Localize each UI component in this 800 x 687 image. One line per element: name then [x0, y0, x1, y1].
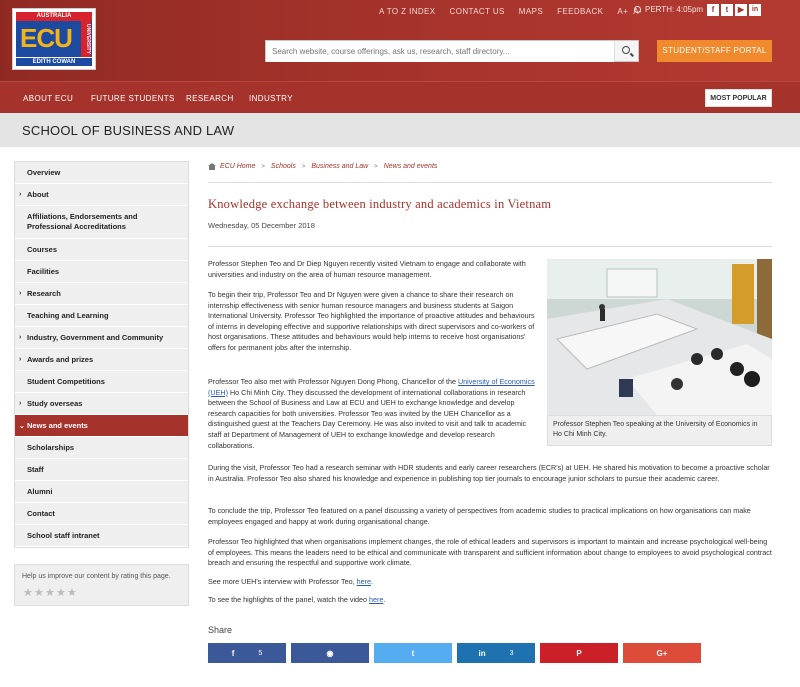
sidebar-item-label: Contact	[27, 508, 55, 518]
chevron-right-icon: ›	[19, 356, 22, 363]
sidebar-item-label: Industry, Government and Community	[27, 332, 164, 342]
search-button[interactable]	[614, 41, 638, 61]
youtube-icon[interactable]: ▶	[735, 4, 747, 16]
sidebar-item-label: Awards and prizes	[27, 354, 94, 364]
share-label: Share	[208, 625, 233, 635]
sidebar-item-about[interactable]	[15, 184, 188, 206]
twitter-icon: t	[411, 648, 415, 658]
sidebar-item-overview[interactable]	[15, 162, 188, 184]
sidebar-item-teaching-and-learning[interactable]	[15, 305, 188, 327]
paragraph-text: .	[371, 577, 374, 586]
school-banner	[0, 113, 800, 147]
nav-a-to-z[interactable]: A TO Z INDEX	[379, 6, 436, 16]
breadcrumb-business-law[interactable]: Business and Law	[311, 163, 369, 170]
nav-research[interactable]: RESEARCH	[186, 94, 234, 103]
article-paragraph: Professor Stephen Teo and Dr Diep Nguyen recently visited Vietnam to engage and collaborate with universities and industry on the area of human resource management.	[208, 259, 526, 279]
star-rating	[23, 588, 78, 598]
article-paragraph: During the visit, Professor Teo had a research seminar with HDR students and early career researchers (ECR's) at UEH. He shared his motivation to become a proactive scholar in Australia. Professor Teo also shared his knowledge and experience in publishing top tier journals to encourage junior scholars to pursue their academic career.	[208, 463, 770, 483]
article-paragraph: To begin their trip, Professor Teo and Dr Nguyen were given a chance to share their research on internship effectiveness with senior human resource managers and business students at Saigon International University. Professor Teo highlighted the importance of proactive attitudes and behaviours of interns in developing effective and supportive relationships with direct supervisors and co-workers of host organisations. These attitudes and behaviours would help interns to receive host organisations' offers for permanent jobs after the internship.	[208, 290, 535, 352]
facebook-icon[interactable]: f	[707, 4, 719, 16]
paragraph-text: .	[383, 595, 386, 604]
sidebar-item-label: News and events	[27, 420, 88, 430]
logo-bottom-text: EDITH COWAN	[16, 57, 92, 66]
article-paragraph: To conclude the trip, Professor Teo featured on a panel discussing a variety of perspectives from academic studies to practical implications on how organisations can make employees engaged and happy at work during organisational change.	[208, 506, 751, 526]
sidebar-item-label: Scholarships	[27, 442, 75, 452]
paragraph-text: Ho Chi Minh City. They discussed the development of international collaborations in research between the School of Business and Law at ECU and UEH to exchange knowledge and develop research capacities for both universities. Professor Teo was invited by the UEH Chancellor as a distinguished guest at the Teachers Day Ceremony. He was also invited to visit and talk to academic staff at Department of Management of UEH to exchange knowledge and develop research collaborations.	[208, 387, 527, 450]
chevron-right-icon: ›	[19, 290, 22, 297]
sidebar-item-facilities[interactable]	[15, 261, 188, 283]
paragraph-text: Professor Teo also met with Professor Nguyen Dong Phong, Chancellor of the	[208, 377, 458, 386]
font-increase-button[interactable]: A+	[617, 6, 629, 16]
sidebar-item-label: About	[27, 189, 49, 199]
article-title: Knowledge exchange between industry and academics in Vietnam	[208, 197, 552, 211]
sidebar-item-scholarships[interactable]	[15, 437, 188, 459]
logo-side-text: UNIVERSITY	[81, 21, 91, 57]
breadcrumb-separator-icon: >	[374, 163, 378, 170]
clock-icon	[634, 6, 641, 13]
perth-time: PERTH: 4:05pm	[645, 5, 704, 14]
sidebar-item-label: Alumni	[27, 486, 53, 496]
google-plus-icon: G+	[656, 648, 668, 658]
star-icon[interactable]: ★	[45, 587, 55, 599]
nav-industry[interactable]: INDUSTRY	[249, 94, 293, 103]
site-header	[0, 0, 800, 81]
sidebar-item-label: School staff intranet	[27, 530, 100, 540]
article-date: Wednesday, 05 December 2018	[208, 221, 315, 230]
sidebar-nav	[14, 161, 189, 548]
divider	[208, 182, 772, 183]
share-messenger-button[interactable]	[291, 643, 369, 663]
linkedin-icon: in	[478, 648, 486, 658]
star-icon[interactable]: ★	[67, 587, 77, 599]
most-popular-button[interactable]: MOST POPULAR	[705, 89, 772, 107]
nav-future-students[interactable]: FUTURE STUDENTS	[91, 94, 175, 103]
breadcrumb-separator-icon: >	[301, 163, 306, 170]
sidebar-item-industry-government-and-community[interactable]	[15, 327, 188, 349]
perth-clock	[634, 5, 703, 14]
share-facebook-button[interactable]	[208, 643, 286, 663]
facebook-icon: f	[231, 648, 235, 658]
sidebar-item-label: Staff	[27, 464, 44, 474]
logo-main-text: ECU	[20, 23, 72, 53]
sidebar-item-school-staff-intranet[interactable]	[15, 525, 188, 547]
share-pinterest-button[interactable]	[540, 643, 618, 663]
video-link[interactable]: here	[369, 595, 384, 604]
share-google-plus-button[interactable]	[623, 643, 701, 663]
nav-about-ecu[interactable]: ABOUT ECU	[23, 94, 74, 103]
sidebar-item-affiliations-endorsements-and-professional-accreditations[interactable]	[15, 206, 188, 239]
sidebar-item-label: Teaching and Learning	[27, 310, 109, 320]
breadcrumb-schools[interactable]: Schools	[270, 163, 296, 170]
share-count: 5	[258, 649, 263, 657]
chevron-right-icon: ›	[19, 334, 22, 341]
linkedin-icon[interactable]: in	[749, 4, 761, 16]
rating-box	[14, 564, 189, 606]
search-input[interactable]	[266, 42, 614, 62]
sidebar-item-label: Affiliations, Endorsements and Professional Accreditations	[27, 212, 138, 231]
main-nav	[0, 81, 800, 113]
star-icon[interactable]: ★	[34, 587, 44, 599]
logo-mark	[16, 12, 92, 66]
sidebar-item-label: Overview	[27, 167, 61, 177]
breadcrumb	[208, 163, 437, 170]
chevron-right-icon: ›	[19, 400, 22, 407]
home-icon	[208, 163, 216, 170]
breadcrumb-home[interactable]: ECU Home	[220, 163, 256, 170]
sidebar-item-research[interactable]	[15, 283, 188, 305]
search-icon	[622, 46, 630, 54]
interview-link[interactable]: here	[356, 577, 372, 586]
paragraph-text: See more UEH's interview with Professor Teo,	[208, 577, 357, 586]
sidebar-item-news-and-events[interactable]	[15, 415, 188, 437]
sidebar-item-study-overseas[interactable]	[15, 393, 188, 415]
article-paragraph	[208, 595, 772, 606]
nav-contact-us[interactable]: CONTACT US	[449, 6, 505, 16]
sidebar-item-courses[interactable]	[15, 239, 188, 261]
article-paragraph	[208, 577, 772, 588]
logo-top-text: AUSTRALIA	[16, 12, 92, 21]
sidebar-item-student-competitions[interactable]	[15, 371, 188, 393]
star-icon[interactable]: ★	[23, 587, 33, 599]
breadcrumb-news[interactable]: News and events	[383, 163, 438, 170]
seminar-photo	[547, 259, 772, 415]
article-paragraph: Professor Teo highlighted that when organisations implement changes, the role of ethical leaders and supervisors is important to maintain and increase psychological well-being of employees. This means the leaders need to be ethical and communicate with transparent and sufficient information about change to employees to avoid psychological contract breach and ensuring the respectful and supportive work climate.	[208, 537, 772, 568]
rating-prompt: Help us improve our content by rating this page.	[22, 573, 171, 580]
ecu-logo[interactable]	[12, 8, 96, 70]
sidebar-item-label: Research	[27, 288, 61, 298]
school-title[interactable]: SCHOOL OF BUSINESS AND LAW	[22, 123, 235, 138]
breadcrumb-separator-icon: >	[261, 163, 265, 170]
sidebar-item-label: Student Competitions	[27, 376, 105, 386]
nav-maps[interactable]: MAPS	[518, 6, 544, 16]
chevron-right-icon: ›	[19, 191, 22, 198]
twitter-icon[interactable]: t	[721, 4, 733, 16]
sidebar-item-contact[interactable]	[15, 503, 188, 525]
divider	[208, 246, 772, 247]
sidebar-item-awards-and-prizes[interactable]	[15, 349, 188, 371]
sidebar-item-label: Facilities	[27, 266, 60, 276]
sidebar-item-staff[interactable]	[15, 459, 188, 481]
photo-caption: Professor Stephen Teo speaking at the University of Economics in Ho Chi Minh City.	[547, 415, 772, 446]
font-decrease-button[interactable]: A-	[633, 6, 643, 16]
nav-feedback[interactable]: FEEDBACK	[557, 6, 604, 16]
student-staff-portal-button[interactable]: STUDENT/STAFF PORTAL	[657, 40, 772, 62]
share-twitter-button[interactable]	[374, 643, 452, 663]
pinterest-icon: P	[576, 648, 582, 658]
sidebar-item-label: Courses	[27, 244, 58, 254]
paragraph-text: To see the highlights of the panel, watch the video	[208, 595, 370, 604]
article-paragraph	[208, 377, 538, 451]
sidebar-item-alumni[interactable]	[15, 481, 188, 503]
chevron-down-icon: ⌄	[19, 422, 25, 430]
social-links	[707, 4, 763, 16]
messenger-icon: ◉	[326, 648, 334, 658]
share-linkedin-button[interactable]	[457, 643, 535, 663]
sidebar-item-label: Study overseas	[27, 398, 83, 408]
site-search	[265, 40, 639, 62]
ueh-link[interactable]: University of Economics (UEH)	[208, 377, 535, 397]
share-count: 3	[509, 649, 514, 657]
star-icon[interactable]: ★	[56, 587, 66, 599]
utility-nav	[365, 5, 642, 17]
